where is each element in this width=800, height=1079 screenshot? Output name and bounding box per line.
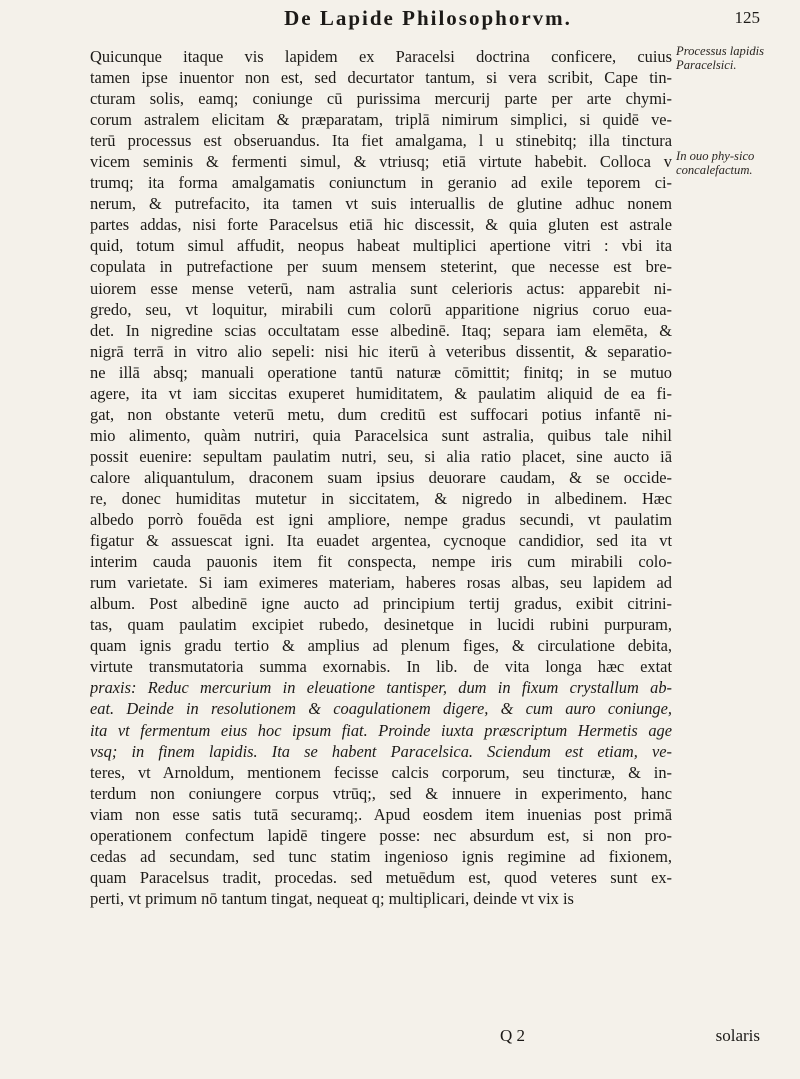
text-line: agere, ita vt iam siccitas exuperet humiditatem, & paulatim aliquid de ea fi- [90,383,672,403]
text-line: cturam solis, eamq; coniunge cū purissima mercurij parte per arte chymi- [90,89,672,109]
catchword: solaris [715,1026,760,1045]
text-line: terū processus est obseruandus. Ita fiet amalgama, l u stinebitq; illa tinctura [90,131,672,151]
text-line: cedas ad secundam, sed tunc statim ingenioso ignis regimine ad fixionem, [90,846,672,866]
text-line: eat. Deinde in resolutionem & coagulationem digere, & cum auro coniunge, [90,699,672,719]
text-line: det. In nigredine scias occultatam esse albedinē. Itaq; separa iam elemēta, & [90,320,672,340]
text-line: quam ignis gradu tertio & amplius ad plenum figes, & circulatione debita, [90,636,672,656]
margin-note: Processus lapidis Paracelsici. [676,44,765,72]
text-line: terdum non coniungere corpus vtrūq;, sed & innuere in experimento, hanc [90,783,672,803]
text-line: praxis: Reduc mercurium in eleuatione tantisper, dum in fixum crystallum ab- [90,678,672,698]
text-line: re, donec humiditas mutetur in siccitatem, & nigredo in albedinem. Hæc [90,488,672,508]
margin-note: In ouo phy-sico concalefactum. [676,149,755,178]
text-line: trumq; ita forma amalgamatis coniunctum in geranio ad exile teporem ci- [90,173,672,193]
text-line: teres, vt Arnoldum, mentionem fecisse calcis corporum, seu tincturæ, & in- [90,762,672,782]
text-line: figatur & assuescat igni. Ita euadet argentea, cycnoque candidior, sed ita vt [90,531,672,551]
text-line: gat, non obstante veterū metu, dum creditū est suffocari potius infantē ni- [90,404,672,424]
text-line: tamen ipse inuentor non est, sed decurtator tantum, si vera scribit, Cape tin- [90,68,672,88]
text-line: gredo, seu, vt loquitur, mirabili cum colorū apparitione nigrius coruo eua- [90,299,672,319]
running-title: De Lapide Philosophorvm. [284,6,572,30]
text-line: operationem confectum lapidē tingere posse: nec absurdum est, si non pro- [90,825,672,845]
text-line: viam non esse satis tutā securamq;. Apud eosdem item inuenias post primā [90,804,672,824]
text-line: album. Post albedinē igne aucto ad principium tertij gradus, exibit citrini- [90,594,672,614]
text-line: partes addas, nisi forte Paracelsus etiā hic discessit, & quia gluten est astrale [90,215,672,235]
text-line: mio alimento, quàm nutriri, quia Paracelsica sunt astralia, quibus tale nihil [90,425,672,445]
signature-mark: Q 2 [500,1026,526,1045]
text-line: virtute transmutatoria summa exornabis. In lib. de vita longa hæc extat [90,657,672,677]
body-text [90,46,672,909]
text-line: interim cauda pauonis item fit conspecta, nempe iris cum mirabili colo- [90,552,672,572]
text-line: uiorem esse mense veterū, nam astralia sunt celerioris actus: apparebit ni- [90,278,672,298]
text-line: nigrā terrā in vitro alio sepeli: nisi hic iterū à veteribus dissentit, & separatio- [90,341,672,361]
text-line: perti, vt primum nō tantum tingat, nequeat q; multiplicari, deinde vt vix is [90,888,574,908]
text-line: tas, quam paulatim excipiet rubedo, desinetque in lucidi rubini purpuram, [90,615,672,635]
text-line: albedo porrò fouēda est igni ampliore, nempe gradus secundi, vt paulatim [90,510,672,530]
text-line: quid, totum simul affudit, neopus habeat multiplici apertione vitri : vbi ita [90,236,672,256]
page-footer [90,1026,760,1050]
page-header [96,6,760,38]
text-line: copulata in putrefactione per suum mensem steterint, que necesse est bre- [90,257,672,277]
text-line: nerum, & putrefacito, ita tamen vt suis interuallis de glutine adhuc nonem [90,194,672,214]
text-line: quam Paracelsus tradit, procedas. sed metuēdum est, quod veteres sunt ex- [90,867,672,887]
text-line: corum astralem elicitam & præparatam, triplā nimirum simplici, si quidē ve- [90,110,672,130]
text-line: rum varietate. Si iam eximeres materiam, haberes rosas albas, seu lapidem ad [90,573,672,593]
page-number: 125 [734,8,760,27]
text-line: calore aliquantulum, draconem suam ipsius deuorare caudam, & se occide- [90,467,672,487]
text-line: vsq; in finem lapidis. Ita se habent Paracelsica. Sciendum est etiam, ve- [90,741,672,761]
text-line: possit euenire: sepultam paulatim nutri, seu, si alia ratio placet, sine aucto iā [90,446,672,466]
text-line: ita vt fermentum eius hoc ipsum fiat. Proinde iuxta præscriptum Hermetis age [90,720,672,740]
text-line: vicem seminis & fermenti simul, & vtriusq; etiā virtute habebit. Colloca v [90,152,672,172]
text-line: Quicunque itaque vis lapidem ex Paracelsi doctrina conficere, cuius [90,47,672,66]
text-line: ne illā absq; manuali operatione tantū naturæ cōmittit; finitq; in se mutuo [90,362,672,382]
